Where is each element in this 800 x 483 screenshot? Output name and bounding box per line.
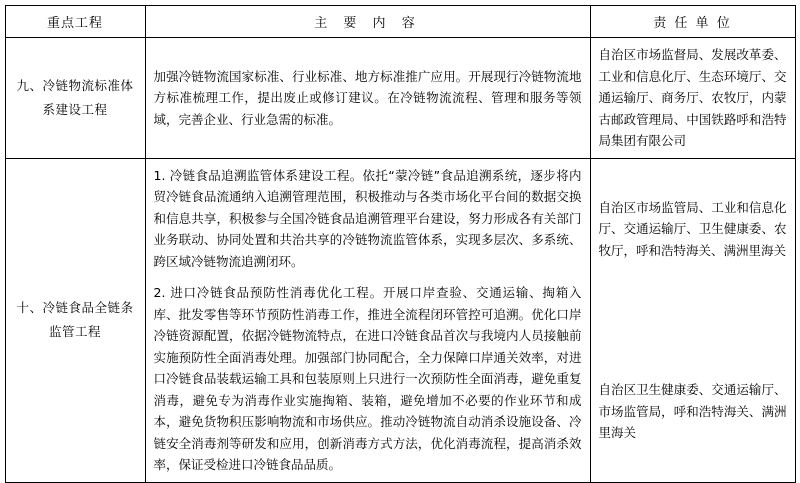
table-row bbox=[5, 158, 795, 482]
project-content-10 bbox=[145, 158, 590, 482]
table-header bbox=[5, 6, 795, 38]
table-body bbox=[5, 38, 795, 483]
key-projects-table bbox=[5, 5, 796, 483]
unit-paragraph: 自治区市场监管局、工业和信息化厅、交通运输厅、卫生健康委、农牧厅，呼和浩特海关、满洲里海关 bbox=[598, 199, 787, 258]
responsible-units-10 bbox=[590, 158, 795, 482]
content-paragraph: 2. 进口冷链食品预防性消毒优化工程。开展口岸查验、交通运输、掏箱入库、批发零售等环节预防性消毒工作，推进全流程闭环管控可追溯。优化口岸冷链资源配置，依据冷链物流特点，在进口冷链食品首次与我境内人员接触前实施预防性全面消毒处理。加强部门协同配合，全力保障口岸通关效率，对进口冷链食品装载运输工具和包装原则上只进行一次预防性全面消毒，避免重复消毒，避免专为消毒作业实施掏箱、装箱，避免增加不必要的作业环节和成本，避免货物积压影响物流和市场供应。推动冷链物流自动消杀设施设备、冷链安全消毒剂等研发和应用，创新消毒方式方法，优化消毒流程，提高消杀效率，保证受检进口冷链食品品质。 bbox=[153, 285, 582, 472]
document-page bbox=[0, 5, 800, 470]
project-content-9 bbox=[145, 38, 590, 159]
column-header-unit: 责 任 单 位 bbox=[590, 6, 795, 38]
unit-paragraph: 自治区卫生健康委、交通运输厅、市场监管局，呼和浩特海关、满洲里海关 bbox=[598, 382, 787, 440]
column-header-content: 主 要 内 容 bbox=[145, 6, 590, 38]
table-row bbox=[5, 38, 795, 159]
responsible-units-9 bbox=[590, 38, 795, 159]
column-header-project: 重点工程 bbox=[5, 6, 145, 38]
content-paragraph: 1. 冷链食品追溯监管体系建设工程。依托“蒙冷链”食品追溯系统，逐步将内贸冷链食品流通纳入追溯管理范围，积极推动与各类市场化平台间的数据交换和信息共享，积极参与全国冷链食品追溯管理平台建设，努力形成各有关部门业务联动、协同处置和共治共享的冷链物流监管体系，实现多层次、多系统、跨区域冷链物流追溯闭环。 bbox=[153, 167, 582, 269]
unit-paragraph: 自治区市场监督局、发展改革委、工业和信息化厅、生态环境厅、交通运输厅、商务厅、农牧厅，内蒙古邮政管理局、中国铁路呼和浩特局集团有限公司 bbox=[598, 47, 787, 148]
project-name-10: 十、冷链食品全链条监管工程 bbox=[5, 158, 145, 482]
table-header-row bbox=[5, 6, 795, 38]
project-name-9: 九、冷链物流标准体系建设工程 bbox=[5, 38, 145, 159]
content-paragraph: 加强冷链物流国家标准、行业标准、地方标准推广应用。开展现行冷链物流地方标准梳理工作，提出废止或修订建议。在冷链物流流程、管理和服务等领域，完善企业、行业急需的标准。 bbox=[153, 68, 582, 127]
